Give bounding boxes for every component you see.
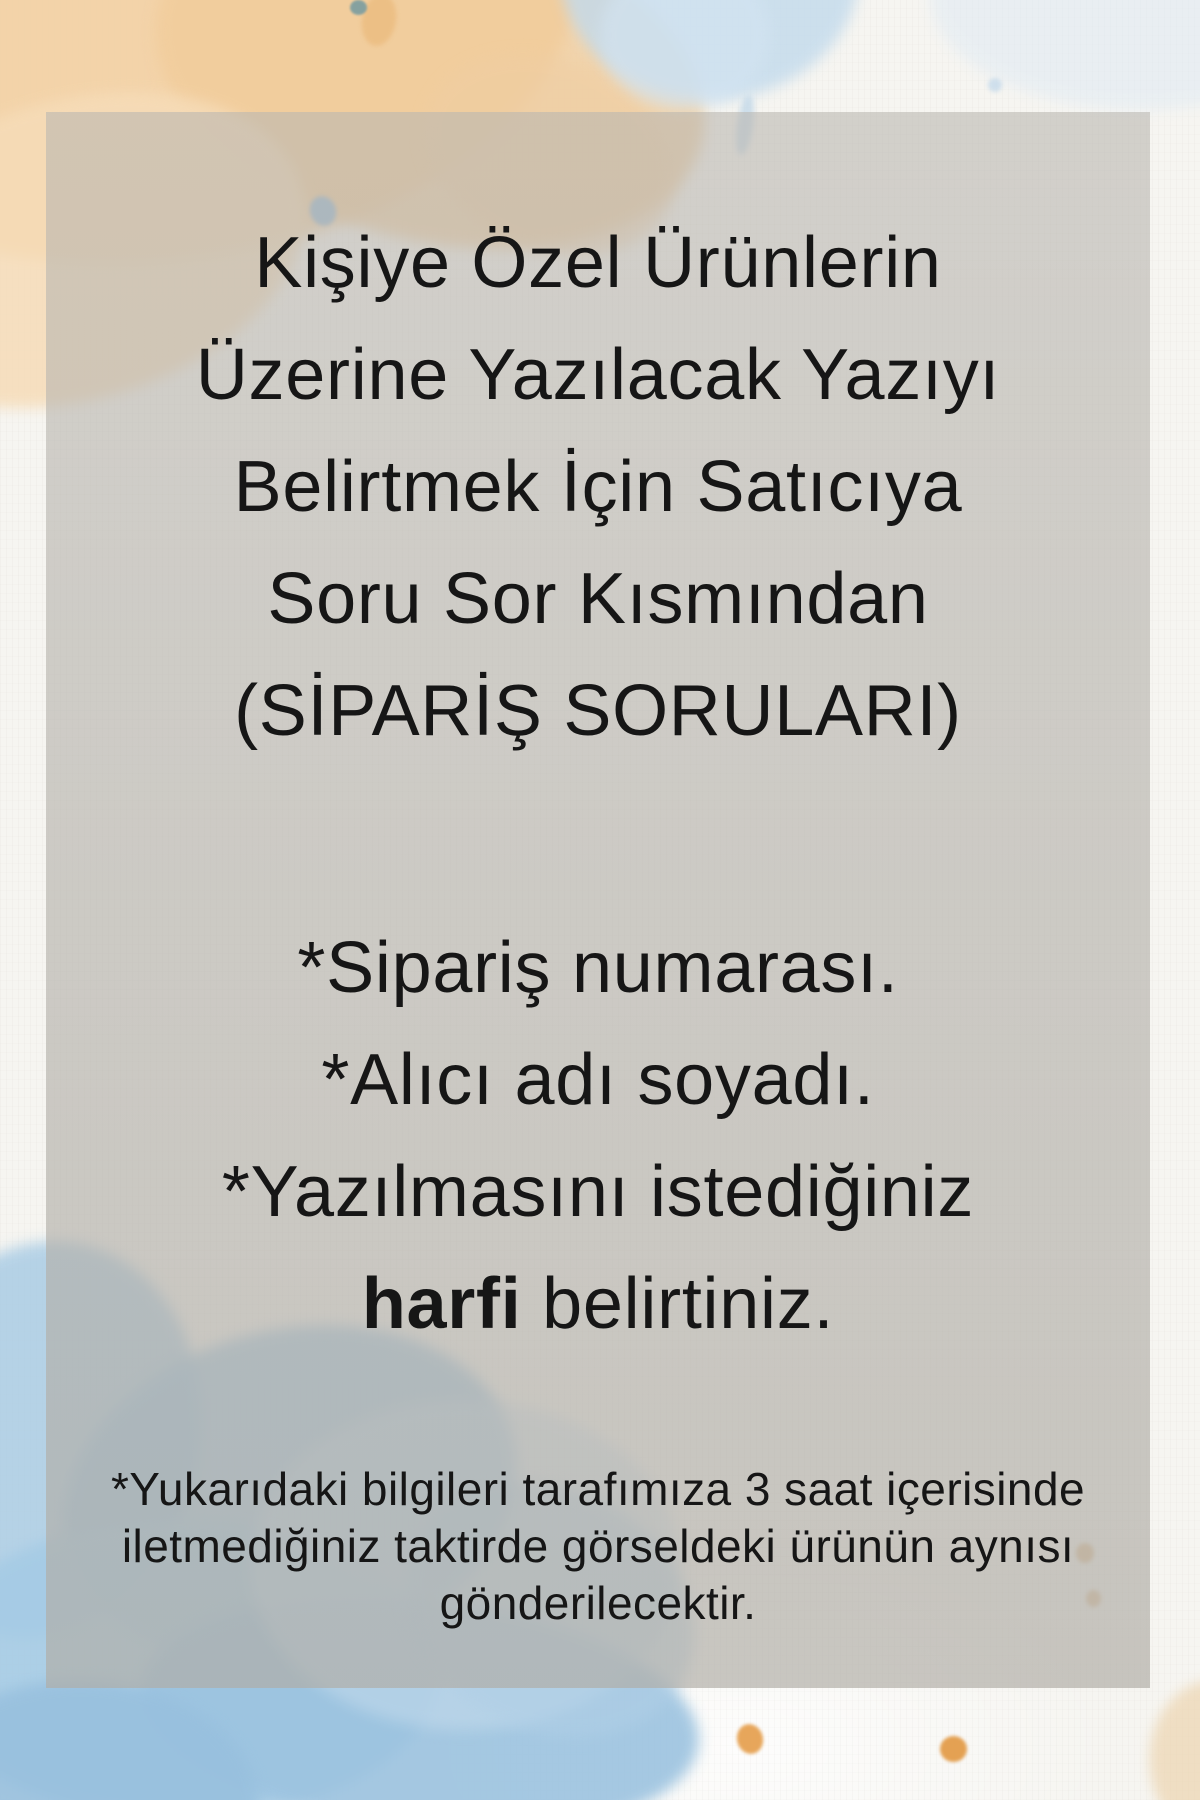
intro-line: (SİPARİŞ SORULARI): [234, 671, 962, 751]
footnote-line: iletmediğiniz taktirde görseldeki ürünün aynısı: [121, 1520, 1075, 1572]
intro-line: Soru Sor Kısmından: [267, 559, 929, 639]
watercolor-blue-wash: [930, 0, 1200, 110]
requirement-line: *Yazılmasını istediğiniz: [221, 1152, 975, 1232]
requirement-line: [46, 1248, 1150, 1360]
watercolor-orange-speck: [940, 1736, 967, 1762]
highlighted-word: harfi: [361, 1264, 522, 1344]
footnote-text: [46, 1461, 1150, 1632]
watercolor-teal-speck: [350, 0, 367, 15]
requirement-line: *Sipariş numarası.: [297, 928, 899, 1008]
watercolor-blue-speck: [988, 78, 1002, 92]
footnote-line: gönderilecektir.: [439, 1577, 757, 1629]
watercolor-tan-corner-wash: [1136, 1669, 1200, 1800]
intro-text: [46, 207, 1150, 767]
watercolor-orange-speck: [734, 1721, 767, 1757]
intro-line: Kişiye Özel Ürünlerin: [254, 223, 942, 303]
requirement-line-rest: belirtiniz.: [521, 1264, 835, 1344]
intro-line: Üzerine Yazılacak Yazıyı: [195, 335, 1001, 415]
requirement-line: *Alıcı adı soyadı.: [321, 1040, 875, 1120]
footnote-line: *Yukarıdaki bilgileri tarafımıza 3 saat içerisinde: [110, 1463, 1086, 1515]
requirements-text: [46, 912, 1150, 1360]
intro-line: Belirtmek İçin Satıcıya: [233, 447, 963, 527]
info-card: [46, 112, 1150, 1688]
